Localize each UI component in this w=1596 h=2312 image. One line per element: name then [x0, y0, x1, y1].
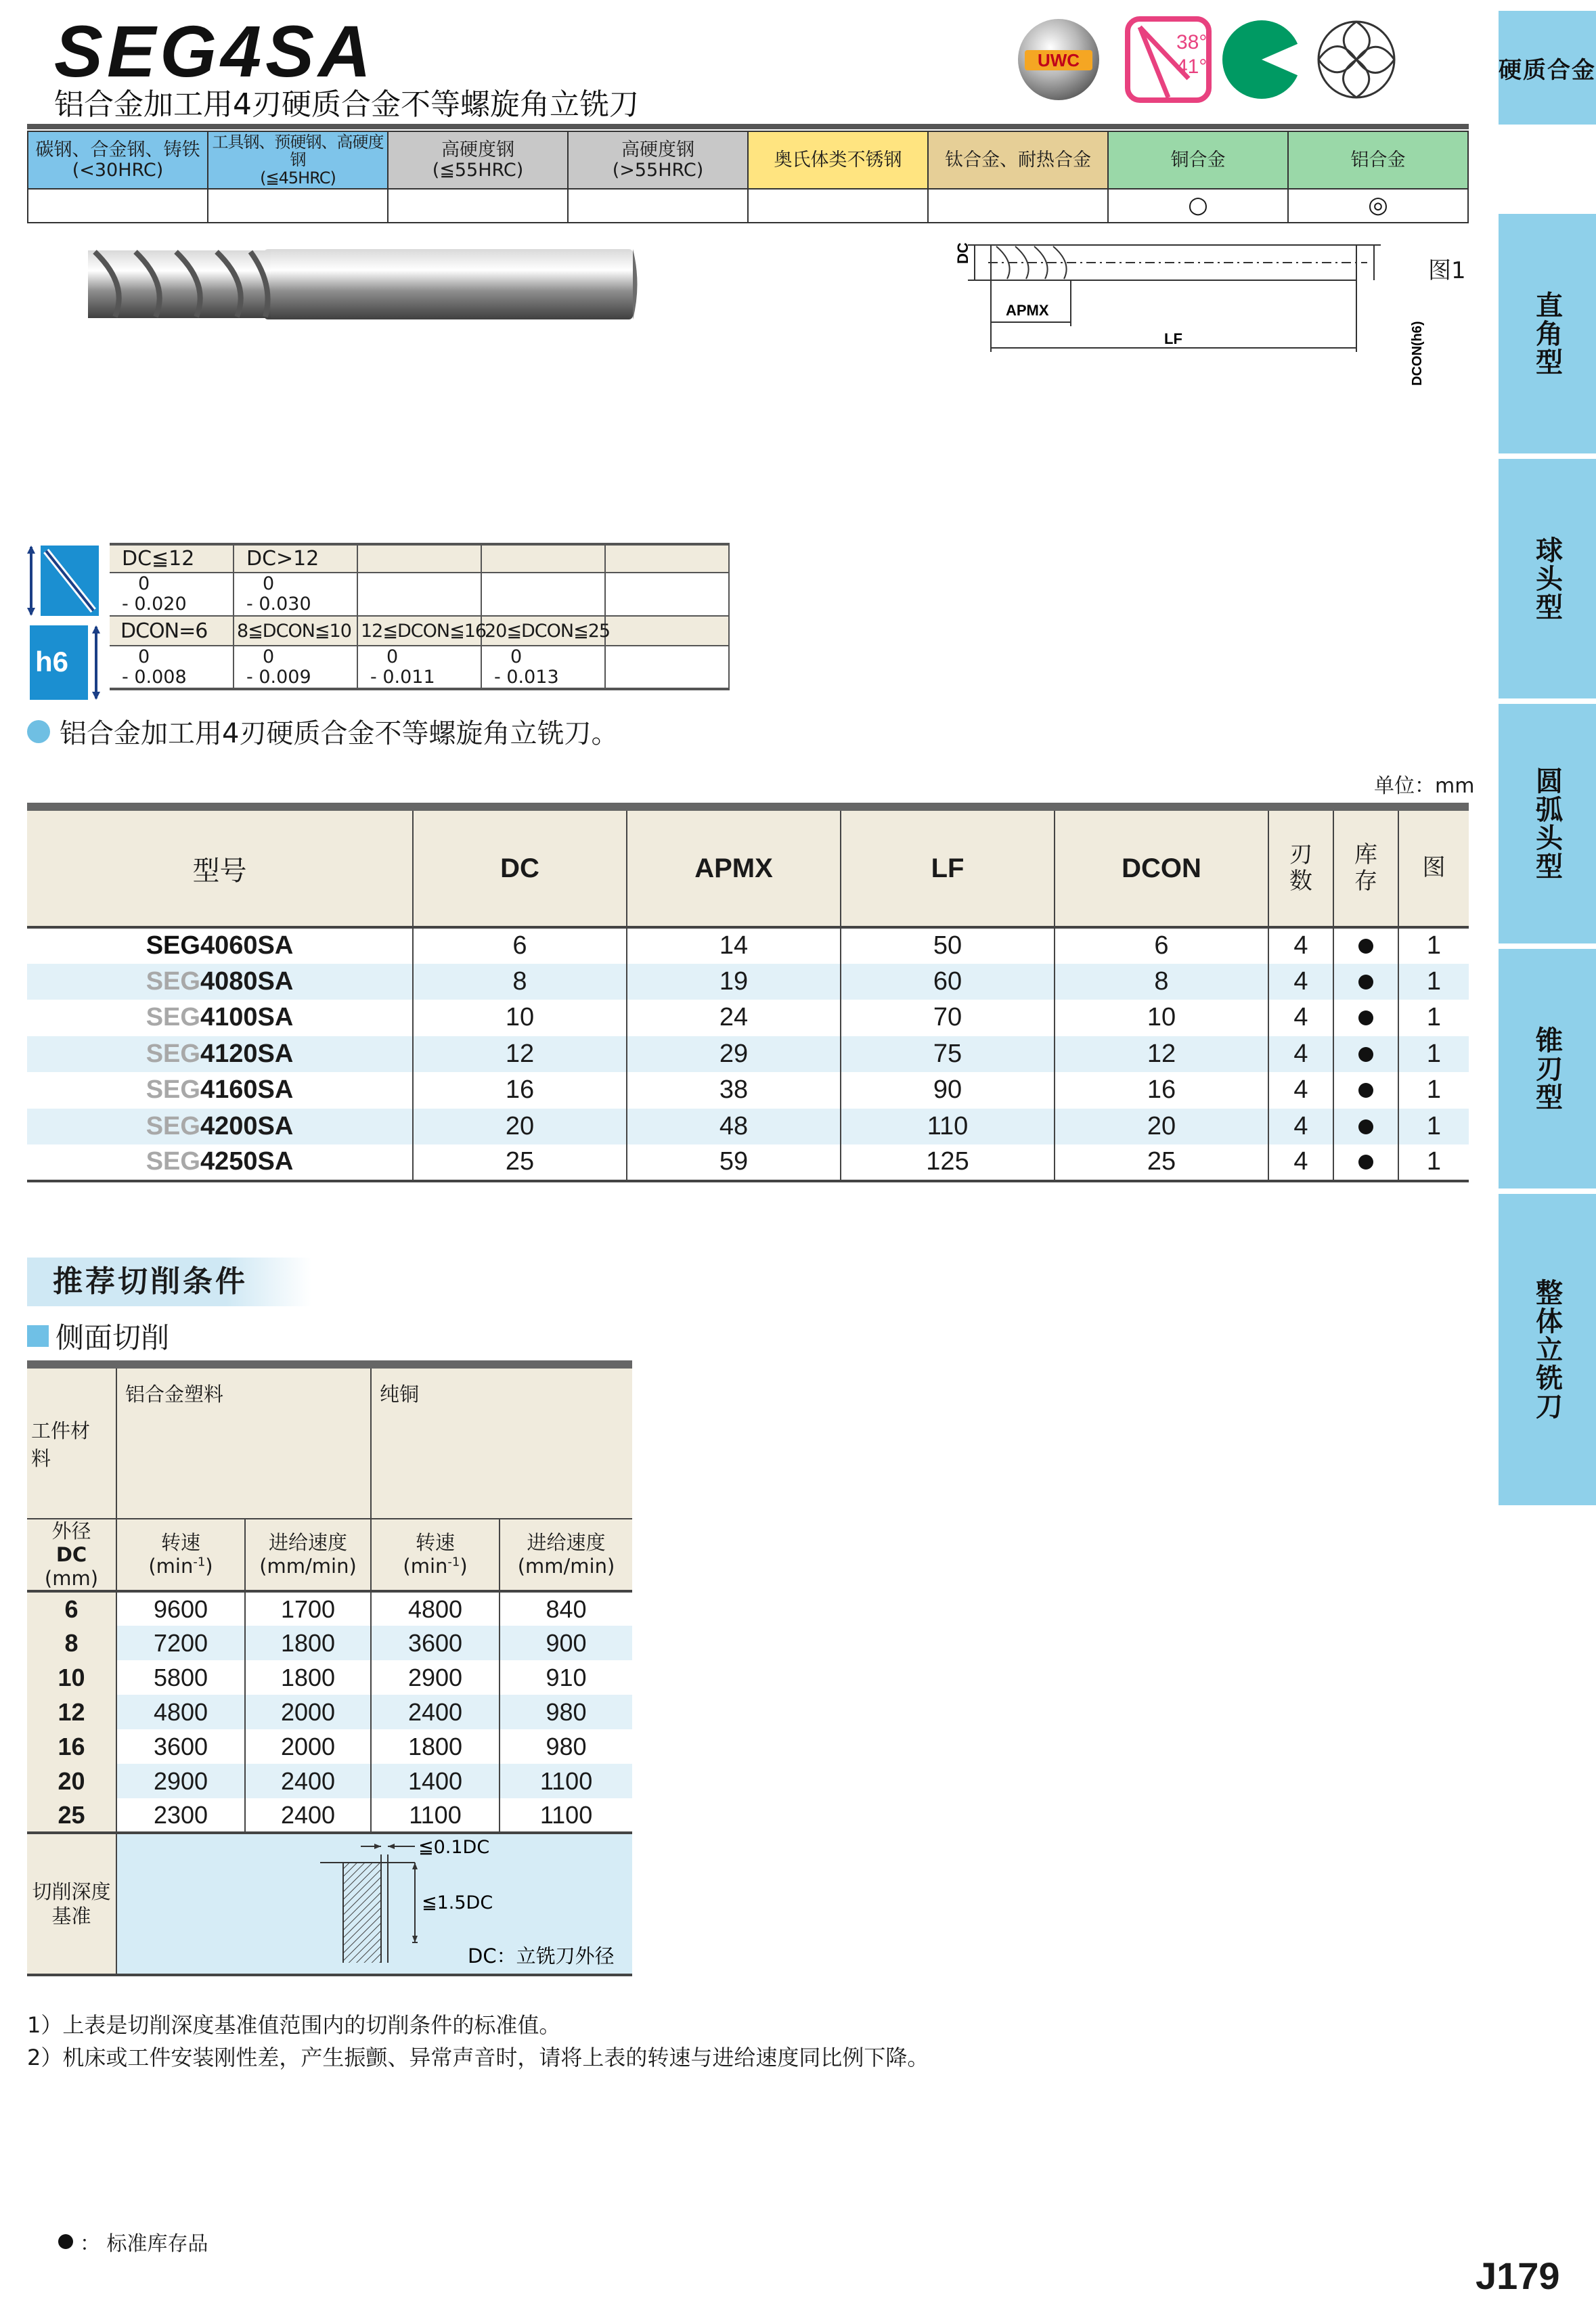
h6-tolerance-icon	[30, 625, 100, 700]
speed-value: 2400	[371, 1695, 500, 1729]
col-header-dcon: DCON	[1055, 807, 1268, 927]
stock-cell	[1333, 927, 1398, 964]
feed-value: 980	[546, 1732, 587, 1760]
table-row	[27, 964, 1469, 1000]
material-header: 钛合金、耐热合金	[928, 131, 1108, 189]
tolerance-icons	[26, 543, 102, 703]
feed-value: 1100	[539, 1800, 593, 1829]
table-row	[27, 1729, 632, 1764]
in-stock-icon	[1358, 1119, 1373, 1134]
apmx-cell: 24	[627, 1000, 841, 1036]
dc-column-header: 外径 DC (mm)	[27, 1519, 116, 1591]
speed-header: 转速 $(\min^{-1})$	[371, 1519, 500, 1591]
material-aluminum: 铝合金塑料	[116, 1364, 371, 1519]
col-header-flutes: 刃 数	[1268, 807, 1333, 927]
speed-value: 4800	[371, 1591, 500, 1626]
suitability-mark	[388, 189, 568, 223]
model-cell: SEG4080SA	[27, 964, 413, 1000]
stock-legend: ： 标准库存品	[58, 2227, 208, 2257]
flutes-cell: 4	[1268, 1072, 1333, 1109]
flutes-cell: 4	[1268, 1109, 1333, 1145]
apmx-dimension-label: APMX	[1006, 302, 1049, 319]
section-title: 推荐切削条件	[27, 1258, 311, 1306]
side-tab-taper[interactable]: 锥刃型	[1499, 949, 1596, 1188]
side-tab-square[interactable]: 直角型	[1499, 214, 1596, 453]
speed-value: 1400	[371, 1764, 500, 1798]
table-row	[27, 1695, 632, 1729]
lf-dimension-label: LF	[1164, 330, 1182, 347]
feed-value: 2000	[245, 1695, 371, 1729]
model-cell: SEG4250SA	[27, 1144, 413, 1181]
unit-label: 单位：mm	[1374, 774, 1475, 798]
feed-value: 900	[500, 1626, 632, 1660]
in-stock-icon	[58, 2234, 73, 2249]
feed-value: 980	[500, 1695, 632, 1729]
tolerance-value: 0 - 0.011	[357, 646, 481, 689]
col-header-stock: 库 存	[1333, 807, 1398, 927]
title-rule	[27, 124, 1469, 129]
dc-value: 8	[27, 1626, 116, 1660]
feed-value: 910	[546, 1663, 587, 1691]
radial-depth-label: ≦0.1DC	[418, 1837, 490, 1859]
lf-cell: 125	[841, 1144, 1055, 1181]
work-material-label: 工件材料	[27, 1364, 116, 1519]
lf-cell: 70	[841, 1000, 1055, 1036]
dc-cell: 20	[413, 1109, 627, 1145]
speed-value: 2300	[116, 1798, 245, 1833]
table-row	[27, 1000, 1469, 1036]
figure-cell: 1	[1426, 1075, 1442, 1105]
dc-dimension-label: DC	[954, 242, 971, 264]
dc-cell: 12	[413, 1036, 627, 1073]
tolerance-header	[481, 544, 605, 573]
apmx-cell: 38	[627, 1072, 841, 1109]
footnotes	[27, 2009, 929, 2074]
product-subtitle: 铝合金加工用4刃硬质合金不等螺旋角立铣刀	[54, 87, 639, 122]
tolerance-value	[605, 646, 729, 689]
apmx-cell: 59	[627, 1144, 841, 1181]
figure-cell: 1	[1426, 931, 1442, 960]
feature-icons	[1015, 14, 1448, 115]
in-stock-icon	[1358, 939, 1373, 954]
speed-value: 5800	[116, 1660, 245, 1695]
note-line: 2）机床或工件安装刚性差，产生振颤、异常声音时，请将上表的转速与进给速度同比例下降。	[27, 2045, 929, 2070]
uwc-label: UWC	[1037, 50, 1080, 70]
model-cell: SEG4060SA	[27, 927, 413, 964]
model-cell: SEG4100SA	[27, 1000, 413, 1036]
material-header: 铜合金	[1108, 131, 1288, 189]
stock-cell	[1333, 1000, 1398, 1036]
suitability-mark	[928, 189, 1108, 223]
dc-cell: 6	[413, 927, 627, 964]
suitability-mark	[28, 189, 208, 223]
product-title: SEG4SA	[54, 10, 376, 92]
feed-header: 进给速度 (mm/min)	[500, 1519, 632, 1591]
tolerance-value: 0 - 0.008	[110, 646, 234, 689]
col-header-dc: DC	[413, 807, 627, 927]
dimension-diagram	[921, 237, 1476, 386]
col-header-lf: LF	[841, 807, 1055, 927]
feed-value: 1800	[245, 1660, 371, 1695]
h6-label: h6	[35, 646, 69, 677]
feed-value: 1700	[245, 1591, 371, 1626]
dcon-cell: 25	[1055, 1144, 1268, 1181]
model-cell: SEG4120SA	[27, 1036, 413, 1073]
apmx-cell: 14	[627, 927, 841, 964]
flutes-cell: 4	[1268, 964, 1333, 1000]
tool-photo	[88, 244, 643, 325]
table-row	[27, 1660, 632, 1695]
depth-label: 切削深度 基准	[27, 1833, 116, 1975]
table-row	[27, 1109, 1469, 1145]
tolerance-value	[357, 573, 481, 616]
product-description	[27, 712, 618, 751]
model-cell: SEG4160SA	[27, 1072, 413, 1109]
lf-cell: 110	[841, 1109, 1055, 1145]
figure-cell: 1	[1398, 964, 1469, 1000]
in-stock-icon	[1358, 1010, 1373, 1025]
figure-label: 图1	[1428, 257, 1466, 284]
apmx-cell: 19	[627, 964, 841, 1000]
figure-cell: 1	[1398, 1144, 1469, 1181]
side-tab-carbide[interactable]: 硬质合金	[1499, 11, 1596, 125]
model-cell: SEG4200SA	[27, 1109, 413, 1145]
dc-cell: 10	[413, 1000, 627, 1036]
speed-value: 9600	[116, 1591, 245, 1626]
dcon-cell: 12	[1055, 1036, 1268, 1073]
feed-header: 进给速度 (mm/min)	[245, 1519, 371, 1591]
tolerance-header	[605, 544, 729, 573]
suitability-mark	[748, 189, 928, 223]
note-line: 1）上表是切削深度基准值范围内的切削条件的标准值。	[27, 2012, 561, 2038]
table-row	[27, 1626, 632, 1660]
feed-value: 1100	[500, 1764, 632, 1798]
tolerance-table	[110, 543, 730, 690]
dc-definition-note: DC：立铣刀外径	[468, 1944, 615, 1968]
table-row	[27, 1798, 632, 1833]
material-header: 碳钢、合金钢、铸铁 (<30HRC)	[28, 131, 208, 189]
in-stock-icon	[1358, 1083, 1373, 1098]
product-table	[27, 803, 1469, 1182]
dcon-cell: 20	[1055, 1109, 1268, 1145]
speed-value: 4800	[116, 1695, 245, 1729]
uwc-coating-icon	[1018, 19, 1099, 100]
feed-value: 2400	[245, 1798, 371, 1833]
speed-value: 1800	[371, 1729, 500, 1764]
side-milling-icon	[1222, 20, 1305, 99]
cutting-depth-diagram	[117, 1834, 631, 1970]
dc-cell: 16	[413, 1072, 627, 1109]
four-flute-icon	[1318, 22, 1394, 97]
table-row	[27, 927, 1469, 964]
diameter-tolerance-icon	[26, 543, 102, 619]
flutes-cell: 4	[1268, 1036, 1333, 1073]
dcon-cell: 8	[1055, 964, 1268, 1000]
table-row	[27, 1144, 1469, 1181]
tolerance-value: 0 - 0.009	[234, 646, 357, 689]
stock-cell	[1333, 964, 1398, 1000]
flutes-cell: 4	[1268, 1000, 1333, 1036]
dcon-dimension-label: DCON(h6)	[1410, 321, 1425, 386]
in-stock-icon	[1358, 1155, 1373, 1170]
tolerance-value: 0 - 0.020	[110, 573, 234, 616]
tolerance-header: DC>12	[234, 544, 357, 573]
stock-cell	[1333, 1036, 1398, 1073]
tolerance-header	[605, 616, 729, 646]
description-text: 铝合金加工用4刃硬质合金不等螺旋角立铣刀。	[60, 718, 619, 749]
speed-value: 1100	[371, 1798, 500, 1833]
helix-angle-2: 41°	[1176, 55, 1207, 78]
tolerance-header: DCON=6	[110, 616, 234, 646]
helix-angle-icon	[1128, 19, 1209, 100]
speed-value: 3600	[371, 1626, 500, 1660]
table-row	[27, 1591, 632, 1626]
page-number: J179	[1476, 2254, 1560, 2297]
dc-cell: 8	[413, 964, 627, 1000]
dcon-cell: 6	[1055, 927, 1268, 964]
suitability-mark: ○	[1108, 189, 1288, 223]
depth-diagram-cell	[116, 1833, 632, 1975]
flutes-cell: 4	[1268, 1144, 1333, 1181]
tolerance-header: 8≦DCON≦10	[234, 616, 357, 646]
stock-cell	[1333, 1072, 1398, 1109]
dcon-cell: 10	[1055, 1000, 1268, 1036]
feed-value: 840	[546, 1595, 587, 1623]
flutes-cell: 4	[1268, 927, 1333, 964]
feed-value: 1800	[245, 1626, 371, 1660]
col-header-apmx: APMX	[627, 807, 841, 927]
lf-cell: 50	[841, 927, 1055, 964]
in-stock-icon	[1358, 975, 1373, 990]
dc-value: 20	[27, 1764, 116, 1798]
stock-cell	[1333, 1109, 1398, 1145]
table-row	[27, 1072, 1469, 1109]
feed-value: 2400	[245, 1764, 371, 1798]
side-tab-radius[interactable]: 圆弧头型	[1499, 704, 1596, 943]
apmx-cell: 48	[627, 1109, 841, 1145]
suitability-mark	[568, 189, 748, 223]
tolerance-value	[481, 573, 605, 616]
table-row	[27, 1036, 1469, 1073]
side-tab-ball[interactable]: 球头型	[1499, 459, 1596, 698]
speed-value: 2900	[371, 1660, 500, 1695]
dc-value: 6	[27, 1591, 116, 1626]
dc-value: 10	[27, 1660, 116, 1695]
lf-cell: 90	[841, 1072, 1055, 1109]
material-header: 奥氏体类不锈钢	[748, 131, 928, 189]
dc-value: 25	[27, 1798, 116, 1833]
figure-cell: 1	[1398, 1109, 1469, 1145]
table-row	[27, 1764, 632, 1798]
material-header: 高硬度钢 (>55HRC)	[568, 131, 748, 189]
col-header-figure: 图	[1398, 807, 1469, 927]
cutting-conditions-table	[27, 1360, 632, 1976]
suitability-mark: ◎	[1288, 189, 1468, 223]
lf-cell: 75	[841, 1036, 1055, 1073]
material-header: 高硬度钢 (≦55HRC)	[388, 131, 568, 189]
material-suitability-table	[27, 131, 1469, 223]
col-header-model: 型号	[27, 807, 413, 927]
speed-header: 转速 $(\min^{-1})$	[116, 1519, 245, 1591]
dc-value: 16	[27, 1729, 116, 1764]
dcon-cell: 16	[1055, 1072, 1268, 1109]
axial-depth-label: ≦1.5DC	[422, 1892, 493, 1914]
suitability-mark	[208, 189, 388, 223]
helix-angle-1: 38°	[1176, 31, 1207, 53]
dc-value: 12	[27, 1695, 116, 1729]
side-tab-solid-endmill[interactable]: 整体立铣刀	[1499, 1194, 1596, 1505]
bullet-dot-icon	[27, 720, 50, 743]
material-copper: 纯铜	[371, 1364, 632, 1519]
speed-value: 2900	[116, 1764, 245, 1798]
tolerance-header: 20≦DCON≦25	[481, 616, 605, 646]
feed-value: 2000	[245, 1729, 371, 1764]
tolerance-value	[605, 573, 729, 616]
lf-cell: 60	[841, 964, 1055, 1000]
square-bullet-icon	[27, 1325, 49, 1347]
dc-cell: 25	[413, 1144, 627, 1181]
figure-cell: 1	[1398, 1036, 1469, 1073]
apmx-cell: 29	[627, 1036, 841, 1073]
figure-cell: 1	[1426, 1003, 1442, 1032]
tolerance-value: 0 - 0.030	[234, 573, 357, 616]
in-stock-icon	[1358, 1047, 1373, 1062]
material-header: 铝合金	[1288, 131, 1468, 189]
speed-value: 3600	[116, 1729, 245, 1764]
tolerance-header: DC≦12	[110, 544, 234, 573]
sub-section-title: 侧面切削	[27, 1316, 169, 1356]
tolerance-header: 12≦DCON≦16	[357, 616, 481, 646]
speed-value: 7200	[116, 1626, 245, 1660]
tolerance-value: 0 - 0.013	[481, 646, 605, 689]
material-header: 工具钢、预硬钢、高硬度钢 (≦45HRC)	[208, 131, 388, 189]
tolerance-header	[357, 544, 481, 573]
stock-cell	[1333, 1144, 1398, 1181]
